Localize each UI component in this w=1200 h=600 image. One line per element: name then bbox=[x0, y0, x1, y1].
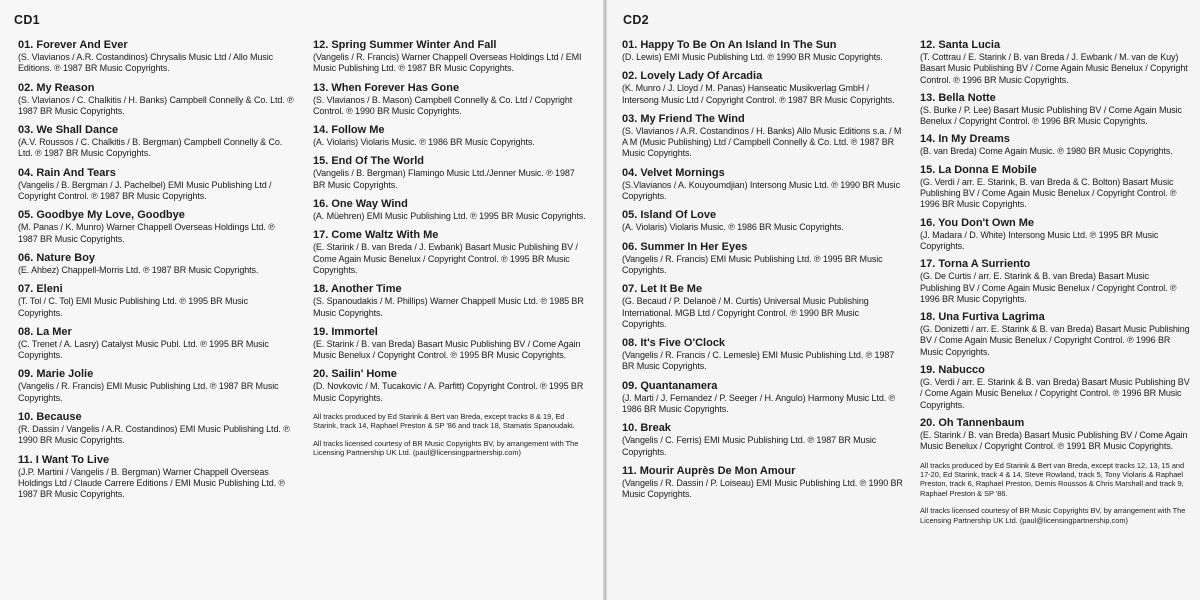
track-title: 02. My Reason bbox=[18, 81, 95, 94]
track-title: 12. Santa Lucia bbox=[920, 39, 1001, 51]
track-item bbox=[622, 337, 904, 373]
track-item bbox=[313, 39, 588, 75]
track-title: 03. We Shall Dance bbox=[18, 124, 119, 137]
track-credit: (A.V. Roussos / C. Chalkitis / B. Bergman) Campbell Connelly & Co. Ltd. ℗ 1987 BR Music Copyrights. bbox=[18, 137, 283, 159]
track-credit: (A. Müehren) EMI Music Publishing Ltd. ℗ 1995 BR Music Copyrights. bbox=[313, 211, 586, 222]
track-credit: (Vangelis / R. Francis) Warner Chappell Overseas Holdings Ltd / EMI Music Publishing Ltd. ℗ 1987 BR Music Copyrights. bbox=[313, 52, 582, 74]
track-item bbox=[920, 92, 1190, 128]
track-title: 11. I Want To Live bbox=[18, 453, 110, 466]
track-credit: (Vangelis / R. Francis / C. Lemesle) EMI Music Publishing Ltd. ℗ 1987 BR Music Copyrights. bbox=[622, 350, 895, 372]
track-item bbox=[18, 82, 294, 118]
track-credit: (G. De Curtis / arr. E. Starink & B. van Breda) Basart Music Publishing BV / Come Again Music Benelux / Copyright Control. ℗ 1996 BR Music Copyrights. bbox=[920, 271, 1177, 304]
track-title: 20. Oh Tannenbaum bbox=[920, 416, 1025, 429]
track-item bbox=[920, 311, 1190, 358]
cd2-heading: CD2 bbox=[623, 13, 649, 27]
track-item bbox=[18, 124, 294, 160]
track-credit: (T. Tol / C. Tol) EMI Music Publishing Ltd. ℗ 1995 BR Music Copyrights. bbox=[18, 296, 248, 318]
track-title: 06. Summer In Her Eyes bbox=[622, 240, 748, 253]
track-title: 02. Lovely Lady Of Arcadia bbox=[622, 70, 763, 83]
track-credit: (J.P. Martini / Vangelis / B. Bergman) Warner Chappell Overseas Holdings Ltd / Claude Carrere Editions / EMI Music Publishing Ltd. ℗ 1987 BR Music Copyrights. bbox=[18, 466, 285, 500]
track-item bbox=[920, 258, 1190, 305]
cd1-tracklist-column-1 bbox=[18, 39, 294, 501]
track-item bbox=[313, 368, 588, 404]
track-title: 11. Mourir Auprès De Mon Amour bbox=[622, 464, 796, 477]
track-item bbox=[622, 422, 904, 458]
track-title: 19. Immortel bbox=[313, 325, 378, 338]
track-credit: (K. Munro / J. Lloyd / M. Panas) Hanseatic Musikverlag GmbH / Intersong Music Ltd / Copyright Control. ℗ 1987 BR Music Copyrights. bbox=[622, 83, 895, 105]
track-credit: (Vangelis / B. Bergman / J. Pachelbel) EMI Music Publishing Ltd / Copyright Control. ℗ 1987 BR Music Copyrights. bbox=[18, 179, 272, 202]
track-title: 10. Break bbox=[622, 422, 671, 435]
track-item bbox=[18, 368, 294, 404]
track-item bbox=[920, 39, 1190, 86]
track-item bbox=[920, 217, 1190, 253]
track-title: 13. Bella Notte bbox=[920, 91, 996, 104]
track-item bbox=[920, 417, 1190, 453]
track-title: 17. Come Waltz With Me bbox=[313, 229, 439, 242]
track-title: 20. Sailin' Home bbox=[313, 368, 397, 381]
track-credit: (S. Spanoudakis / M. Phillips) Warner Chappell Music Ltd. ℗ 1985 BR Music Copyrights. bbox=[313, 296, 584, 318]
track-title: 09. Quantanamera bbox=[622, 379, 718, 392]
track-item bbox=[313, 283, 588, 319]
track-item bbox=[920, 164, 1190, 211]
track-item bbox=[622, 70, 904, 106]
track-item bbox=[18, 454, 294, 501]
license-note: All tracks licensed courtesy of BR Music Copyrights BV, by arrangement with The Licensing Partnership UK Ltd. (paul@licensingpartnership.com) bbox=[920, 506, 1186, 525]
track-title: 18. Una Furtiva Lagrima bbox=[920, 311, 1045, 324]
track-credit: (S.Vlavianos / A. Kouyoumdjian) Intersong Music Ltd. ℗ 1990 BR Music Copyrights. bbox=[622, 179, 900, 202]
track-title: 06. Nature Boy bbox=[18, 251, 96, 264]
track-title: 16. You Don't Own Me bbox=[920, 216, 1035, 229]
track-title: 13. When Forever Has Gone bbox=[313, 81, 460, 94]
track-item bbox=[622, 380, 904, 416]
track-credit: (Vangelis / C. Ferris) EMI Music Publishing Ltd. ℗ 1987 BR Music Copyrights. bbox=[622, 435, 877, 457]
track-credit: (Vangelis / B. Bergman) Flamingo Music Ltd./Jenner Music. ℗ 1987 BR Music Copyrights. bbox=[313, 168, 575, 190]
track-item bbox=[18, 39, 294, 75]
track-credit: (D. Lewis) EMI Music Publishing Ltd. ℗ 1990 BR Music Copyrights. bbox=[622, 52, 883, 62]
track-credit: (A. Violaris) Violaris Music. ℗ 1986 BR Music Copyrights. bbox=[622, 222, 844, 233]
track-credit: (J. Marti / J. Fernandez / P. Seeger / H. Angulo) Harmony Music Ltd. ℗ 1986 BR Music Copyrights. bbox=[622, 392, 896, 415]
track-title: 05. Goodbye My Love, Goodbye bbox=[18, 209, 185, 222]
track-item bbox=[18, 252, 294, 276]
cd1-heading: CD1 bbox=[14, 13, 40, 27]
track-item bbox=[313, 326, 588, 362]
track-title: 09. Marie Jolie bbox=[18, 368, 94, 381]
track-item bbox=[313, 124, 588, 148]
track-item bbox=[622, 465, 904, 501]
track-item bbox=[313, 229, 588, 276]
track-credit: (E. Starink / B. van Breda) Basart Music Publishing BV / Come Again Music Benelux / Copyright Control. ℗ 1995 BR Music Copyrights. bbox=[313, 338, 581, 361]
track-title: 16. One Way Wind bbox=[313, 198, 408, 211]
track-item bbox=[18, 283, 294, 319]
track-item bbox=[622, 209, 904, 233]
track-title: 01. Forever And Ever bbox=[18, 39, 128, 51]
track-title: 14. Follow Me bbox=[313, 124, 385, 137]
track-credit: (G. Verdi / arr. E. Starink & B. van Breda) Basart Music Publishing BV / Come Again Music Benelux / Copyright Control. ℗ 1996 BR Music Copyrights. bbox=[920, 377, 1190, 410]
track-title: 12. Spring Summer Winter And Fall bbox=[313, 39, 497, 51]
track-credit: (G. Verdi / arr. E. Starink, B. van Breda & C. Bolton) Basart Music Publishing BV / Come Again Music Benelux / Copyright Control. ℗ 1996 BR Music Copyrights. bbox=[920, 176, 1177, 210]
track-title: 07. Eleni bbox=[18, 283, 63, 296]
cd2-tracklist-column-1 bbox=[622, 39, 904, 501]
track-item bbox=[313, 198, 588, 222]
track-credit: (A. Violaris) Violaris Music. ℗ 1986 BR Music Copyrights. bbox=[313, 137, 535, 148]
track-title: 04. Rain And Tears bbox=[18, 166, 116, 179]
track-credit: (M. Panas / K. Munro) Warner Chappell Overseas Holdings Ltd. ℗ 1987 BR Music Copyrights. bbox=[18, 222, 275, 244]
track-credit: (E. Starink / B. van Breda) Basart Music Publishing BV / Come Again Music Benelux / Copyright Control. ℗ 1991 BR Music Copyrights. bbox=[920, 429, 1188, 452]
track-title: 17. Torna A Surriento bbox=[920, 258, 1031, 271]
track-credit: (S. Burke / P. Lee) Basart Music Publishing BV / Come Again Music Benelux / Copyright Control. ℗ 1996 BR Music Copyrights. bbox=[920, 104, 1182, 127]
track-credit: (B. van Breda) Come Again Music. ℗ 1980 BR Music Copyrights. bbox=[920, 146, 1173, 157]
track-item bbox=[18, 209, 294, 245]
track-credit: (S. Vlavianos / A.R. Costandinos) Chrysalis Music Ltd / Allo Music Editions. ℗ 1987 BR Music Copyrights. bbox=[18, 52, 273, 74]
track-credit: (G. Becaud / P. Delanoë / M. Curtis) Universal Music Publishing International. MGB Ltd / Copyright Control. ℗ 1990 BR Music Copyrights. bbox=[622, 296, 869, 329]
track-title: 01. Happy To Be On An Island In The Sun bbox=[622, 39, 837, 51]
production-note: All tracks produced by Ed Starink & Bert van Breda, except tracks 12, 13, 15 and 17-20, Ed Starink, track 4 & 14, Steve Rowland, track 5, Tony Violaris & Raphael Preston, track 6, Raphael Preston, Demis Roussos & Chris Marshall and track 9, Raphael Preston & SP '86. bbox=[920, 460, 1185, 498]
track-credit: (Vangelis / R. Francis) EMI Music Publishing Ltd. ℗ 1995 BR Music Copyrights. bbox=[622, 253, 883, 275]
track-title: 18. Another Time bbox=[313, 283, 402, 296]
track-title: 10. Because bbox=[18, 411, 82, 424]
track-title: 08. It's Five O'Clock bbox=[622, 337, 726, 350]
track-credit: (S. Vlavianos / C. Chalkitis / H. Banks) Campbell Connelly & Co. Ltd. ℗ 1987 BR Music Copyrights. bbox=[18, 94, 294, 116]
track-item bbox=[313, 155, 588, 191]
track-credit: (S. Vlavianos / B. Mason) Campbell Connelly & Co. Ltd / Copyright Control. ℗ 1990 BR Music Copyrights. bbox=[313, 94, 573, 116]
track-item bbox=[622, 39, 904, 63]
track-credit: (S. Vlavianos / A.R. Costandinos / H. Banks) Allo Music Editions s.a. / M A M (Music Publishing) Ltd / Campbell Connelly & Co. Ltd. ℗ 1987 BR Music Copyrights. bbox=[622, 125, 902, 159]
track-item bbox=[920, 364, 1190, 411]
cd2-page bbox=[607, 0, 1200, 600]
track-credit: (Vangelis / R. Francis) EMI Music Publishing Ltd. ℗ 1987 BR Music Copyrights. bbox=[18, 381, 279, 403]
track-title: 15. La Donna E Mobile bbox=[920, 163, 1037, 176]
cd1-tracklist-column-2 bbox=[313, 39, 588, 458]
track-credit: (C. Trenet / A. Lasry) Catalyst Music Publ. Ltd. ℗ 1995 BR Music Copyrights. bbox=[18, 338, 269, 361]
track-credit: (E. Starink / B. van Breda / J. Ewbank) Basart Music Publishing BV / Come Again Music Benelux / Copyright Control. ℗ 1995 BR Music Copyrights. bbox=[313, 242, 578, 275]
track-item bbox=[622, 283, 904, 330]
track-item bbox=[622, 241, 904, 277]
track-title: 04. Velvet Mornings bbox=[622, 166, 725, 179]
track-title: 15. End Of The World bbox=[313, 155, 425, 168]
license-note: All tracks licensed courtesy of BR Music Copyrights BV, by arrangement with The Licensing Partnership UK Ltd. (paul@licensingpartnership.com) bbox=[313, 438, 579, 458]
track-credit: (G. Donizetti / arr. E. Starink & B. van Breda) Basart Music Publishing BV / Come Again Music Benelux / Copyright Control. ℗ 1996 BR Music Copyrights. bbox=[920, 324, 1190, 357]
track-credit: (Vangelis / R. Dassin / P. Loiseau) EMI Music Publishing Ltd. ℗ 1990 BR Music Copyrights. bbox=[622, 477, 903, 500]
track-item bbox=[18, 167, 294, 203]
track-item bbox=[18, 411, 294, 447]
track-title: 05. Island Of Love bbox=[622, 209, 717, 222]
track-credit: (D. Novkovic / M. Tucakovic / A. Parfitt) Copyright Control. ℗ 1995 BR Music Copyrights. bbox=[313, 381, 584, 403]
track-credit: (E. Ahbez) Chappell-Morris Ltd. ℗ 1987 BR Music Copyrights. bbox=[18, 264, 259, 275]
track-item bbox=[920, 133, 1190, 157]
track-item bbox=[313, 82, 588, 118]
track-title: 14. In My Dreams bbox=[920, 133, 1010, 146]
track-title: 08. La Mer bbox=[18, 325, 72, 338]
cd2-tracklist-column-2 bbox=[920, 39, 1190, 525]
track-title: 03. My Friend The Wind bbox=[622, 112, 745, 125]
track-item bbox=[622, 167, 904, 203]
track-item bbox=[622, 113, 904, 160]
track-title: 19. Nabucco bbox=[920, 364, 985, 377]
track-credit: (T. Cottrau / E. Starink / B. van Breda / J. Ewbank / M. van de Kuy) Basart Music Publishing BV / Come Again Music Benelux / Copyright Control. ℗ 1996 BR Music Copyrights. bbox=[920, 52, 1188, 85]
track-title: 07. Let It Be Me bbox=[622, 283, 703, 296]
track-item bbox=[18, 326, 294, 362]
track-credit: (R. Dassin / Vangelis / A.R. Costandinos) EMI Music Publishing Ltd. ℗ 1990 BR Music Copyrights. bbox=[18, 424, 290, 446]
production-note: All tracks produced by Ed Starink & Bert van Breda, except tracks 8 & 19, Ed Starink, track 14, Raphael Preston & SP '86 and track 18, Stamatis Spanoudaki. bbox=[313, 412, 575, 431]
track-credit: (J. Madara / D. White) Intersong Music Ltd. ℗ 1995 BR Music Copyrights. bbox=[920, 229, 1159, 251]
